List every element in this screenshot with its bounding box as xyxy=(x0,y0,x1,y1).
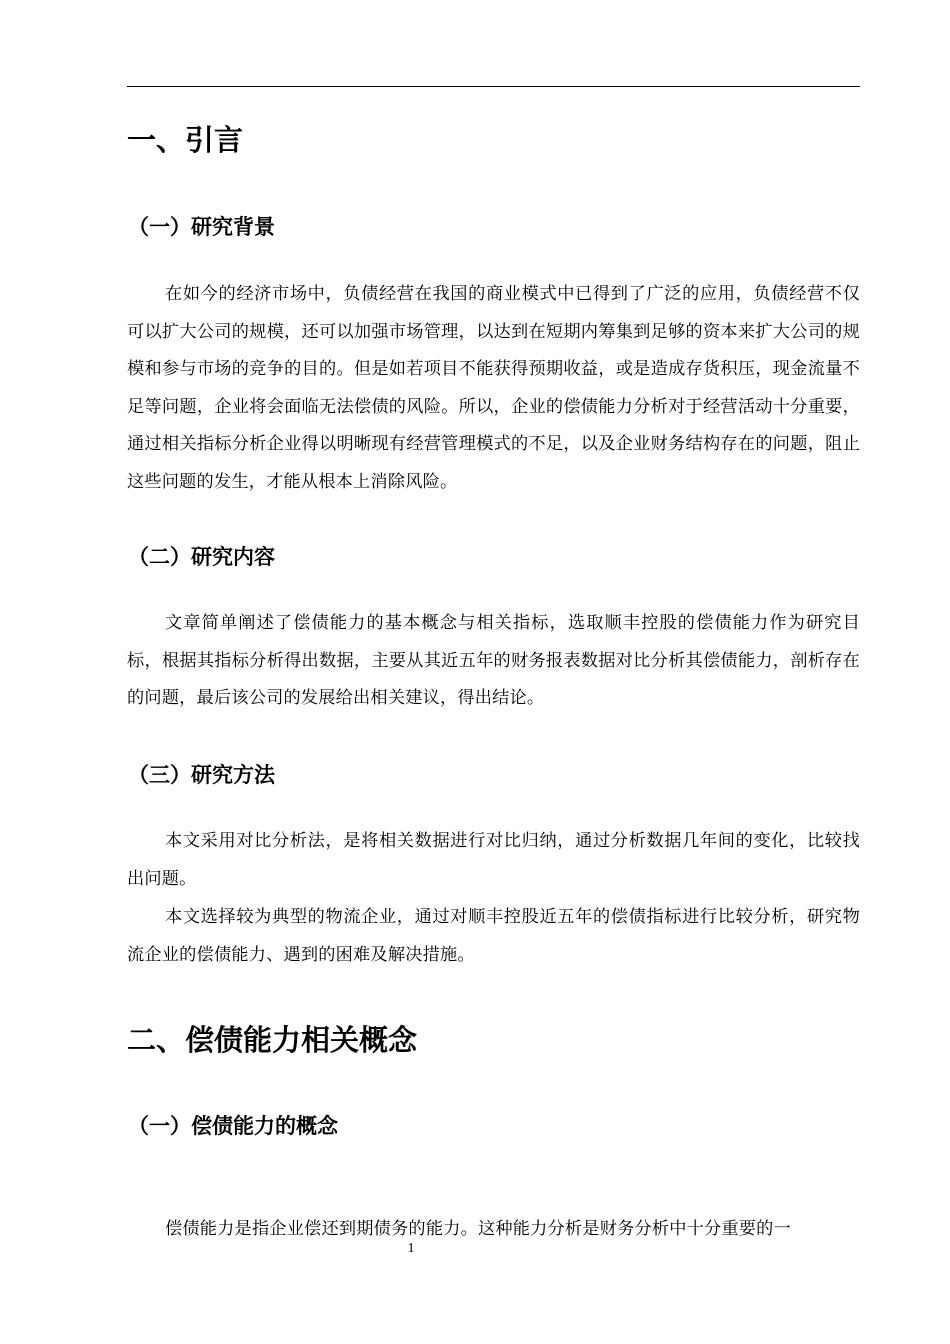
section-heading-introduction: 一、引言 xyxy=(127,123,244,157)
paragraph-background: 在如今的经济市场中，负债经营在我国的商业模式中已得到了广泛的应用，负债经营不仅可以扩大公司的规模，还可以加强市场管理，以达到在短期内筹集到足够的资本来扩大公司的规模和参与市场的竞争的目的。但是如若项目不能获得预期收益，或是造成存货积压，现金流量不足等问题，企业将会面临无法偿债的风险。所以，企业的偿债能力分析对于经营活动十分重要，通过相关指标分析企业得以明晰现有经营管理模式的不足，以及企业财务结构存在的问题，阻止这些问题的发生，才能从根本上消除风险。 xyxy=(127,284,860,492)
subsection-heading-background: （一）研究背景 xyxy=(128,215,275,239)
subsection-heading-method: （三）研究方法 xyxy=(128,763,275,787)
section-heading-solvency-concepts: 二、偿债能力相关概念 xyxy=(127,1023,418,1057)
page-number: 1 xyxy=(407,1241,415,1256)
subsection-heading-content: （二）研究内容 xyxy=(128,545,275,569)
paragraph-solvency-definition: 偿债能力是指企业偿还到期债务的能力。这种能力分析是财务分析中十分重要的一 xyxy=(165,1219,791,1239)
paragraph-method-1: 本文采用对比分析法，是将相关数据进行对比归纳，通过分析数据几年间的变化，比较找出问题。 xyxy=(127,831,860,889)
header-rule xyxy=(127,86,860,87)
paragraph-method-2: 本文选择较为典型的物流企业，通过对顺丰控股近五年的偿债指标进行比较分析，研究物流企业的偿债能力、遇到的困难及解决措施。 xyxy=(127,907,860,965)
paragraph-content: 文章简单阐述了偿债能力的基本概念与相关指标，选取顺丰控股的偿债能力作为研究目标，根据其指标分析得出数据，主要从其近五年的财务报表数据对比分析其偿债能力，剖析存在的问题，最后该公司的发展给出相关建议，得出结论。 xyxy=(127,613,860,709)
subsection-heading-solvency-definition: （一）偿债能力的概念 xyxy=(128,1114,338,1138)
